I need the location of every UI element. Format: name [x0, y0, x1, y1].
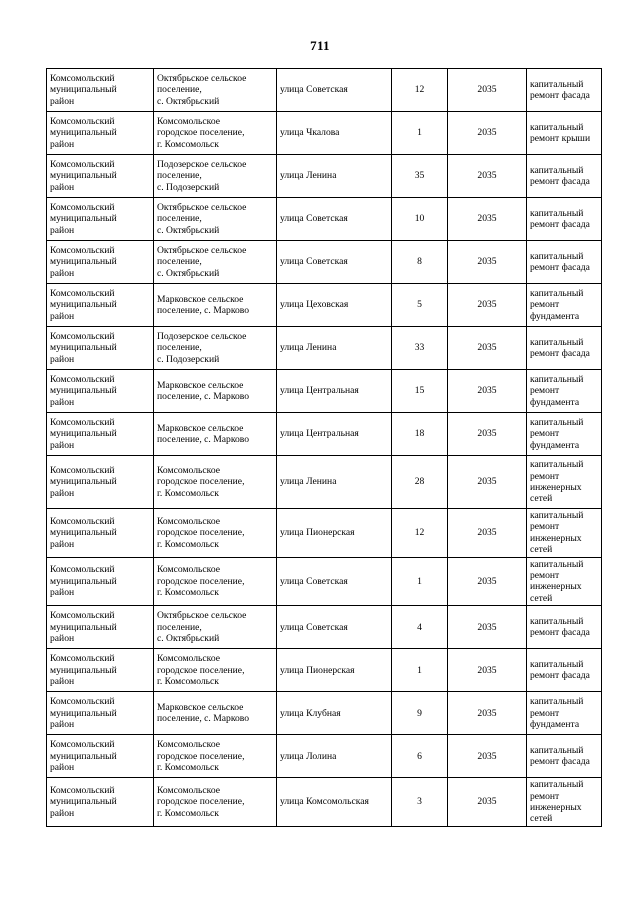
work-type-cell: капитальный ремонт крыши [527, 112, 602, 155]
table-row [47, 456, 602, 509]
work-type-cell: капитальный ремонт фасада [527, 735, 602, 778]
street-cell: улица Советская [277, 69, 392, 112]
street-cell: улица Комсомольская [277, 778, 392, 827]
district-cell: Комсомольский муниципальный район [47, 778, 154, 827]
house-number-cell: 1 [392, 557, 448, 606]
district-cell: Комсомольский муниципальный район [47, 112, 154, 155]
table-row [47, 778, 602, 827]
street-cell: улица Советская [277, 606, 392, 649]
house-number-cell: 1 [392, 649, 448, 692]
district-cell: Комсомольский муниципальный район [47, 241, 154, 284]
house-number-cell: 5 [392, 284, 448, 327]
street-cell: улица Цеховская [277, 284, 392, 327]
settlement-cell: Подозерское сельское поселение, с. Подозерский [154, 155, 277, 198]
work-type-cell: капитальный ремонт фасада [527, 69, 602, 112]
settlement-cell: Комсомольское городское поселение, г. Комсомольск [154, 735, 277, 778]
table-row [47, 155, 602, 198]
district-cell: Комсомольский муниципальный район [47, 327, 154, 370]
district-cell: Комсомольский муниципальный район [47, 413, 154, 456]
table-row [47, 327, 602, 370]
house-number-cell: 35 [392, 155, 448, 198]
year-cell: 2035 [448, 69, 527, 112]
house-number-cell: 33 [392, 327, 448, 370]
house-number-cell: 8 [392, 241, 448, 284]
table-row [47, 649, 602, 692]
table-row [47, 69, 602, 112]
work-type-cell: капитальный ремонт фундамента [527, 284, 602, 327]
table-row [47, 198, 602, 241]
year-cell: 2035 [448, 112, 527, 155]
street-cell: улица Советская [277, 241, 392, 284]
district-cell: Комсомольский муниципальный район [47, 69, 154, 112]
house-number-cell: 18 [392, 413, 448, 456]
year-cell: 2035 [448, 198, 527, 241]
settlement-cell: Марковское сельское поселение, с. Марково [154, 692, 277, 735]
work-type-cell: капитальный ремонт фундамента [527, 413, 602, 456]
page-number: 711 [310, 38, 330, 53]
work-type-cell: капитальный ремонт фундамента [527, 370, 602, 413]
work-type-cell: капитальный ремонт фасада [527, 327, 602, 370]
settlement-cell: Октябрьское сельское поселение, с. Октябрьский [154, 198, 277, 241]
work-type-cell: капитальный ремонт фасада [527, 198, 602, 241]
settlement-cell: Марковское сельское поселение, с. Марково [154, 284, 277, 327]
street-cell: улица Пионерская [277, 649, 392, 692]
table-row [47, 509, 602, 558]
street-cell: улица Советская [277, 198, 392, 241]
settlement-cell: Марковское сельское поселение, с. Марково [154, 413, 277, 456]
settlement-cell: Комсомольское городское поселение, г. Комсомольск [154, 649, 277, 692]
house-number-cell: 9 [392, 692, 448, 735]
street-cell: улица Ленина [277, 456, 392, 509]
table-row [47, 413, 602, 456]
year-cell: 2035 [448, 649, 527, 692]
district-cell: Комсомольский муниципальный район [47, 509, 154, 558]
table-row [47, 112, 602, 155]
table-row [47, 241, 602, 284]
year-cell: 2035 [448, 241, 527, 284]
table-row [47, 284, 602, 327]
table-row [47, 370, 602, 413]
street-cell: улица Центральная [277, 413, 392, 456]
house-number-cell: 3 [392, 778, 448, 827]
table-row [47, 692, 602, 735]
year-cell: 2035 [448, 557, 527, 606]
year-cell: 2035 [448, 456, 527, 509]
work-type-cell: капитальный ремонт фасада [527, 606, 602, 649]
street-cell: улица Центральная [277, 370, 392, 413]
house-number-cell: 12 [392, 69, 448, 112]
street-cell: улица Ленина [277, 327, 392, 370]
house-number-cell: 28 [392, 456, 448, 509]
year-cell: 2035 [448, 778, 527, 827]
district-cell: Комсомольский муниципальный район [47, 198, 154, 241]
settlement-cell: Подозерское сельское поселение, с. Подозерский [154, 327, 277, 370]
repair-schedule-table [46, 68, 602, 827]
table-body [47, 69, 602, 827]
district-cell: Комсомольский муниципальный район [47, 557, 154, 606]
settlement-cell: Комсомольское городское поселение, г. Комсомольск [154, 456, 277, 509]
settlement-cell: Октябрьское сельское поселение, с. Октябрьский [154, 606, 277, 649]
table-row [47, 735, 602, 778]
district-cell: Комсомольский муниципальный район [47, 649, 154, 692]
year-cell: 2035 [448, 735, 527, 778]
district-cell: Комсомольский муниципальный район [47, 456, 154, 509]
table-row [47, 606, 602, 649]
house-number-cell: 12 [392, 509, 448, 558]
year-cell: 2035 [448, 509, 527, 558]
year-cell: 2035 [448, 370, 527, 413]
street-cell: улица Пионерская [277, 509, 392, 558]
street-cell: улица Лолина [277, 735, 392, 778]
settlement-cell: Комсомольское городское поселение, г. Комсомольск [154, 112, 277, 155]
work-type-cell: капитальный ремонт фасада [527, 649, 602, 692]
settlement-cell: Октябрьское сельское поселение, с. Октябрьский [154, 69, 277, 112]
year-cell: 2035 [448, 284, 527, 327]
year-cell: 2035 [448, 413, 527, 456]
district-cell: Комсомольский муниципальный район [47, 284, 154, 327]
year-cell: 2035 [448, 155, 527, 198]
settlement-cell: Комсомольское городское поселение, г. Комсомольск [154, 557, 277, 606]
work-type-cell: капитальный ремонт фасада [527, 155, 602, 198]
district-cell: Комсомольский муниципальный район [47, 370, 154, 413]
district-cell: Комсомольский муниципальный район [47, 735, 154, 778]
work-type-cell: капитальный ремонт инженерных сетей [527, 557, 602, 606]
house-number-cell: 15 [392, 370, 448, 413]
settlement-cell: Комсомольское городское поселение, г. Комсомольск [154, 509, 277, 558]
street-cell: улица Клубная [277, 692, 392, 735]
work-type-cell: капитальный ремонт инженерных сетей [527, 509, 602, 558]
street-cell: улица Чкалова [277, 112, 392, 155]
work-type-cell: капитальный ремонт фасада [527, 241, 602, 284]
district-cell: Комсомольский муниципальный район [47, 606, 154, 649]
house-number-cell: 4 [392, 606, 448, 649]
street-cell: улица Ленина [277, 155, 392, 198]
table-row [47, 557, 602, 606]
settlement-cell: Комсомольское городское поселение, г. Комсомольск [154, 778, 277, 827]
work-type-cell: капитальный ремонт инженерных сетей [527, 778, 602, 827]
settlement-cell: Октябрьское сельское поселение, с. Октябрьский [154, 241, 277, 284]
settlement-cell: Марковское сельское поселение, с. Марково [154, 370, 277, 413]
house-number-cell: 6 [392, 735, 448, 778]
house-number-cell: 1 [392, 112, 448, 155]
house-number-cell: 10 [392, 198, 448, 241]
street-cell: улица Советская [277, 557, 392, 606]
year-cell: 2035 [448, 692, 527, 735]
district-cell: Комсомольский муниципальный район [47, 155, 154, 198]
work-type-cell: капитальный ремонт фундамента [527, 692, 602, 735]
year-cell: 2035 [448, 327, 527, 370]
work-type-cell: капитальный ремонт инженерных сетей [527, 456, 602, 509]
district-cell: Комсомольский муниципальный район [47, 692, 154, 735]
year-cell: 2035 [448, 606, 527, 649]
